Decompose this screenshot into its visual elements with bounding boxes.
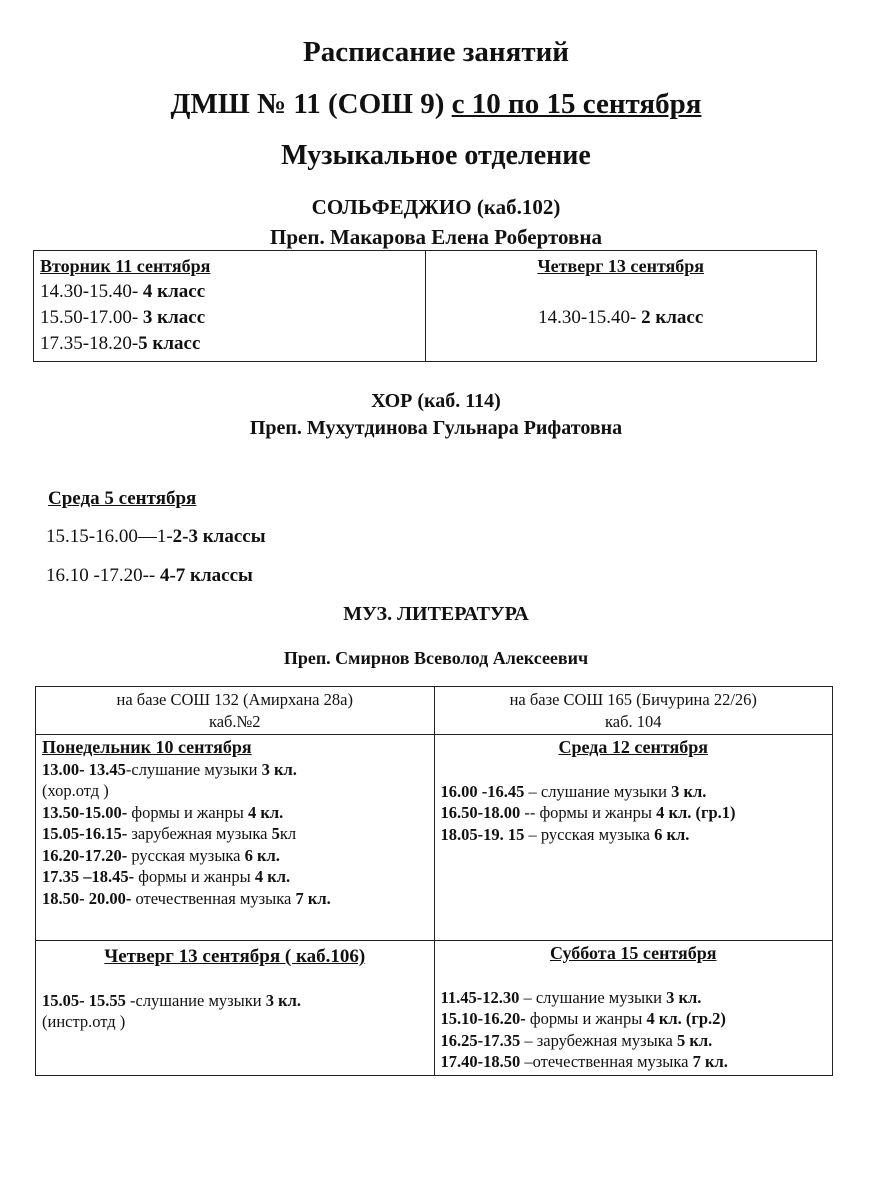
schedule-lines xyxy=(46,526,266,548)
schedule-text: 4 класс xyxy=(142,281,206,302)
schedule-text: 6 кл. xyxy=(654,824,690,844)
schedule-line xyxy=(42,990,428,1012)
schedule-line xyxy=(441,1030,827,1052)
schedule-text: 3 кл. xyxy=(261,759,297,779)
location-cell xyxy=(36,687,435,735)
schedule-cell-saturday xyxy=(434,941,833,1076)
schedule-text: 16.50-18.00 xyxy=(440,803,521,822)
school-line xyxy=(0,88,872,121)
schedule-text: 4 кл. (гр.2) xyxy=(646,1009,726,1028)
schedule-line xyxy=(441,781,827,803)
schedule-text: 2-3 классы xyxy=(172,526,266,547)
schedule-text: 15.05-16.15- xyxy=(42,824,128,843)
solfeggio-cell-thursday xyxy=(425,251,817,362)
solfeggio-table xyxy=(33,250,817,362)
schedule-text: 16.20-17.20- xyxy=(42,845,128,865)
location-room: каб. 104 xyxy=(605,711,662,731)
choir-title: ХОР (каб. 114) xyxy=(371,390,501,412)
schedule-text: формы и жанры xyxy=(127,802,248,822)
schedule-text: 17.35-18.20- xyxy=(40,333,139,354)
location-name: на базе СОШ 132 (Амирхана 28а) xyxy=(116,690,353,709)
schedule-lines xyxy=(42,990,428,1033)
schedule-line xyxy=(42,780,428,802)
schedule-text: 3 кл. xyxy=(265,990,301,1010)
schedule-cell-wednesday xyxy=(434,735,833,941)
choir-day-heading: Среда 5 сентября xyxy=(48,488,197,509)
schedule-text: (инстр.отд ) xyxy=(42,1012,126,1031)
schedule-line xyxy=(40,305,419,331)
solfeggio-cell-tuesday xyxy=(34,251,426,362)
day-heading: Среда 12 сентября xyxy=(558,737,709,757)
schedule-lines xyxy=(432,305,811,331)
schedule-cell-thursday xyxy=(36,941,435,1076)
schedule-line xyxy=(441,824,827,846)
schedule-text: 3 класс xyxy=(142,307,206,328)
schedule-text: – зарубежная музыка xyxy=(520,1030,677,1050)
schedule-text: 5 класс xyxy=(138,333,201,354)
day-heading: Понедельник 10 сентября xyxy=(42,737,252,757)
schedule-text: -- формы и жанры xyxy=(520,803,657,822)
schedule-text: 13.50-15.00- xyxy=(42,802,128,822)
schedule-line xyxy=(441,1008,827,1030)
solfeggio-title: СОЛЬФЕДЖИО (каб.102) xyxy=(311,195,561,219)
location-name: на базе СОШ 165 (Бичурина 22/26) xyxy=(509,690,757,709)
schedule-lines xyxy=(441,987,827,1073)
schedule-text: 17.40-18.50 xyxy=(440,1052,521,1071)
schedule-text: 14.30-15.40- xyxy=(40,281,143,302)
schedule-line xyxy=(432,305,811,331)
day-heading: Четверг 13 сентября ( каб.106) xyxy=(104,946,366,967)
schedule-text: -слушание музыки xyxy=(125,759,262,779)
schedule-line xyxy=(42,888,428,910)
schedule-lines xyxy=(40,279,419,357)
schedule-line xyxy=(441,1051,827,1073)
schedule-text: 15.15-16.00—1- xyxy=(46,526,173,547)
day-heading: Четверг 13 сентября xyxy=(537,256,705,276)
schedule-lines xyxy=(42,759,428,910)
schedule-cell-monday xyxy=(36,735,435,941)
schedule-text: 14.30-15.40- xyxy=(538,307,642,328)
schedule-line xyxy=(441,802,827,824)
schedule-text: 4 кл. (гр.1) xyxy=(656,803,736,822)
schedule-text: -слушание музыки xyxy=(125,990,266,1010)
schedule-text: 3 кл. xyxy=(666,987,702,1007)
schedule-line xyxy=(46,565,253,587)
schedule-text: (хор.отд ) xyxy=(42,781,109,800)
choir-teacher: Преп. Мухутдинова Гульнара Рифатовна xyxy=(249,417,623,439)
schedule-text: – русская музыка xyxy=(524,824,655,844)
schedule-line xyxy=(42,866,428,888)
schedule-line xyxy=(42,823,428,845)
schedule-text: формы и жанры xyxy=(134,867,255,886)
schedule-text: 16.00 -16.45 xyxy=(440,781,525,801)
schedule-text: 17.35 –18.45- xyxy=(42,867,135,886)
schedule-text: 18.05-19. 15 xyxy=(440,824,525,844)
schedule-lines xyxy=(441,781,827,846)
department-title: Музыкальное отделение xyxy=(281,140,591,171)
schedule-text: отечественная музыка xyxy=(131,888,296,908)
schedule-text: 18.50- 20.00- xyxy=(42,888,132,908)
solfeggio-teacher: Преп. Макарова Елена Робертовна xyxy=(270,225,602,249)
page-title: Расписание занятий xyxy=(303,36,569,68)
school-dates: с 10 по 15 сентября xyxy=(451,88,702,120)
schedule-text: 16.10 -17.20-- xyxy=(46,565,160,586)
schedule-line xyxy=(42,1011,428,1033)
schedule-line xyxy=(46,526,266,548)
schedule-text: 11.45-12.30 xyxy=(440,987,520,1007)
schedule-text: 16.25-17.35 xyxy=(440,1030,521,1050)
schedule-text: 2 класс xyxy=(641,307,704,328)
schedule-text: 4 кл. xyxy=(254,867,291,886)
schedule-text: 5 xyxy=(271,824,280,843)
school-name: ДМШ № 11 (СОШ 9) xyxy=(170,88,452,120)
schedule-line xyxy=(40,331,419,357)
schedule-text: –отечественная музыка xyxy=(520,1052,693,1071)
schedule-text: – слушание музыки xyxy=(524,781,672,801)
schedule-lines xyxy=(46,565,253,587)
schedule-line xyxy=(42,845,428,867)
literature-table xyxy=(35,686,833,1076)
schedule-text: зарубежная музыка xyxy=(127,824,272,843)
literature-teacher: Преп. Смирнов Всеволод Алексеевич xyxy=(283,648,589,668)
schedule-text: кл xyxy=(279,824,297,843)
schedule-text: 15.05- 15.55 xyxy=(42,990,126,1010)
schedule-text: русская музыка xyxy=(127,845,245,865)
schedule-text: 15.10-16.20- xyxy=(440,1009,526,1028)
location-room: каб.№2 xyxy=(208,711,261,731)
schedule-text: 4 кл. xyxy=(247,802,284,822)
schedule-text: 7 кл. xyxy=(692,1052,728,1071)
schedule-text: 4-7 классы xyxy=(159,565,253,586)
schedule-text: 7 кл. xyxy=(295,888,331,908)
schedule-line xyxy=(40,279,419,305)
schedule-line xyxy=(441,987,827,1009)
location-cell xyxy=(434,687,833,735)
day-heading: Вторник 11 сентября xyxy=(40,256,211,276)
literature-title: МУЗ. ЛИТЕРАТУРА xyxy=(343,603,529,625)
schedule-line xyxy=(42,759,428,781)
schedule-text: 6 кл. xyxy=(244,845,280,865)
schedule-text: 5 кл. xyxy=(676,1030,713,1050)
day-heading: Суббота 15 сентября xyxy=(549,943,717,963)
schedule-text: формы и жанры xyxy=(525,1009,647,1028)
schedule-line xyxy=(42,802,428,824)
schedule-text: 13.00- 13.45 xyxy=(42,759,126,779)
schedule-text: 3 кл. xyxy=(671,781,707,801)
schedule-text: 15.50-17.00- xyxy=(40,307,143,328)
schedule-text: – слушание музыки xyxy=(519,987,667,1007)
